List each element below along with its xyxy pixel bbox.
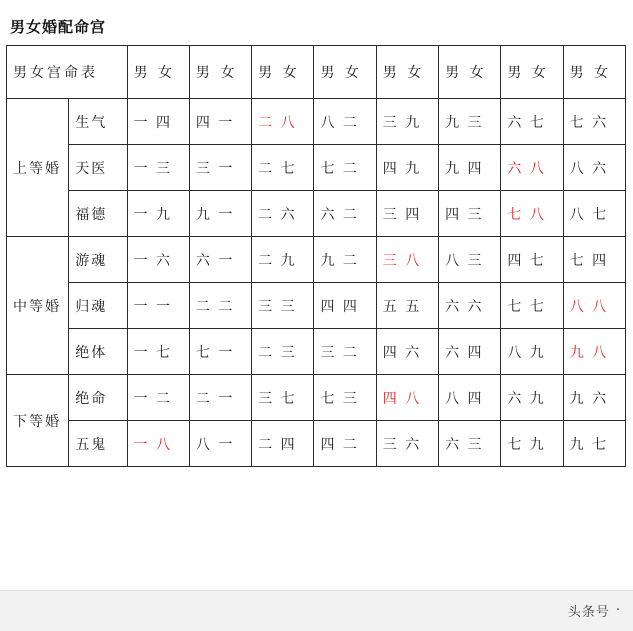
row-label-2-0: 绝命 — [69, 375, 127, 421]
cell-2-0-4: 四 八 — [376, 375, 438, 421]
cell-2-1-2: 二 四 — [252, 421, 314, 467]
cell-0-0-0: 一 四 — [127, 99, 189, 145]
row-label-1-2: 绝体 — [69, 329, 127, 375]
cell-1-1-6: 七 七 — [501, 283, 563, 329]
cell-1-0-4: 三 八 — [376, 237, 438, 283]
separator-dot: · — [615, 603, 621, 618]
table-row — [7, 191, 626, 237]
table-row — [7, 421, 626, 467]
cell-0-1-3: 七 二 — [314, 145, 376, 191]
row-label-1-0: 游魂 — [69, 237, 127, 283]
cell-1-1-7: 八 八 — [563, 283, 625, 329]
cell-1-1-5: 六 六 — [439, 283, 501, 329]
table-row — [7, 375, 626, 421]
cell-1-2-3: 三 二 — [314, 329, 376, 375]
cell-2-0-7: 九 六 — [563, 375, 625, 421]
table-row — [7, 99, 626, 145]
cell-0-2-1: 九 一 — [189, 191, 251, 237]
cell-2-0-5: 八 四 — [439, 375, 501, 421]
cell-1-0-6: 四 七 — [501, 237, 563, 283]
cell-2-0-1: 二 一 — [189, 375, 251, 421]
page-title: 男女婚配命宫 — [10, 18, 107, 36]
cell-2-1-7: 九 七 — [563, 421, 625, 467]
cell-2-0-0: 一 二 — [127, 375, 189, 421]
cell-1-0-5: 八 三 — [439, 237, 501, 283]
cell-1-2-4: 四 六 — [376, 329, 438, 375]
cell-0-2-4: 三 四 — [376, 191, 438, 237]
cell-1-1-3: 四 四 — [314, 283, 376, 329]
cell-0-1-6: 六 八 — [501, 145, 563, 191]
cell-0-0-2: 二 八 — [252, 99, 314, 145]
cell-0-1-0: 一 三 — [127, 145, 189, 191]
row-label-0-0: 生气 — [69, 99, 127, 145]
cell-0-1-7: 八 六 — [563, 145, 625, 191]
row-label-2-1: 五鬼 — [69, 421, 127, 467]
cell-1-0-0: 一 六 — [127, 237, 189, 283]
cell-1-2-6: 八 九 — [501, 329, 563, 375]
cell-0-1-2: 二 七 — [252, 145, 314, 191]
table-header — [7, 46, 626, 99]
cell-0-0-4: 三 九 — [376, 99, 438, 145]
grade-label-1: 中等婚 — [7, 237, 69, 375]
cell-2-1-6: 七 九 — [501, 421, 563, 467]
cell-0-0-6: 六 七 — [501, 99, 563, 145]
cell-0-0-1: 四 一 — [189, 99, 251, 145]
cell-0-1-5: 九 四 — [439, 145, 501, 191]
cell-1-1-1: 二 二 — [189, 283, 251, 329]
cell-0-2-3: 六 二 — [314, 191, 376, 237]
cell-1-0-3: 九 二 — [314, 237, 376, 283]
cell-1-2-1: 七 一 — [189, 329, 251, 375]
table-header-row — [7, 46, 626, 99]
table-header-cell-0: 男女宫命表 — [7, 46, 128, 99]
cell-1-2-0: 一 七 — [127, 329, 189, 375]
cell-1-0-2: 二 九 — [252, 237, 314, 283]
cell-0-2-7: 八 七 — [563, 191, 625, 237]
table-header-cell-8: 男 女 — [563, 46, 625, 99]
cell-2-1-4: 三 六 — [376, 421, 438, 467]
footer-attribution — [568, 601, 621, 620]
table-header-cell-1: 男 女 — [127, 46, 189, 99]
cell-2-1-5: 六 三 — [439, 421, 501, 467]
footer-bar — [0, 590, 633, 631]
cell-1-1-0: 一 一 — [127, 283, 189, 329]
cell-0-2-6: 七 八 — [501, 191, 563, 237]
toutiao-label: 头条号 — [567, 605, 610, 620]
cell-2-0-6: 六 九 — [501, 375, 563, 421]
table-row — [7, 283, 626, 329]
table-row — [7, 145, 626, 191]
table-row — [7, 237, 626, 283]
table-body — [7, 99, 626, 467]
row-label-1-1: 归魂 — [69, 283, 127, 329]
row-label-0-1: 天医 — [69, 145, 127, 191]
table-header-cell-2: 男 女 — [189, 46, 251, 99]
cell-2-1-1: 八 一 — [189, 421, 251, 467]
cell-0-0-5: 九 三 — [439, 99, 501, 145]
cell-2-1-0: 一 八 — [127, 421, 189, 467]
cell-1-1-2: 三 三 — [252, 283, 314, 329]
cell-0-1-4: 四 九 — [376, 145, 438, 191]
cell-1-2-2: 二 三 — [252, 329, 314, 375]
cell-2-1-3: 四 二 — [314, 421, 376, 467]
cell-1-0-1: 六 一 — [189, 237, 251, 283]
cell-1-1-4: 五 五 — [376, 283, 438, 329]
grade-label-2: 下等婚 — [7, 375, 69, 467]
grade-label-0: 上等婚 — [7, 99, 69, 237]
table-header-cell-4: 男 女 — [314, 46, 376, 99]
cell-0-2-0: 一 九 — [127, 191, 189, 237]
cell-0-2-2: 二 六 — [252, 191, 314, 237]
cell-2-0-2: 三 七 — [252, 375, 314, 421]
table-row — [7, 329, 626, 375]
cell-0-0-3: 八 二 — [314, 99, 376, 145]
table-container — [0, 45, 633, 467]
cell-1-2-5: 六 四 — [439, 329, 501, 375]
cell-0-2-5: 四 三 — [439, 191, 501, 237]
row-label-0-2: 福德 — [69, 191, 127, 237]
cell-1-2-7: 九 八 — [563, 329, 625, 375]
cell-0-0-7: 七 六 — [563, 99, 625, 145]
cell-1-0-7: 七 四 — [563, 237, 625, 283]
table-header-cell-7: 男 女 — [501, 46, 563, 99]
cell-2-0-3: 七 三 — [314, 375, 376, 421]
table-header-cell-5: 男 女 — [376, 46, 438, 99]
table-header-cell-6: 男 女 — [439, 46, 501, 99]
cell-0-1-1: 三 一 — [189, 145, 251, 191]
marriage-compatibility-table — [6, 45, 626, 467]
table-header-cell-3: 男 女 — [252, 46, 314, 99]
